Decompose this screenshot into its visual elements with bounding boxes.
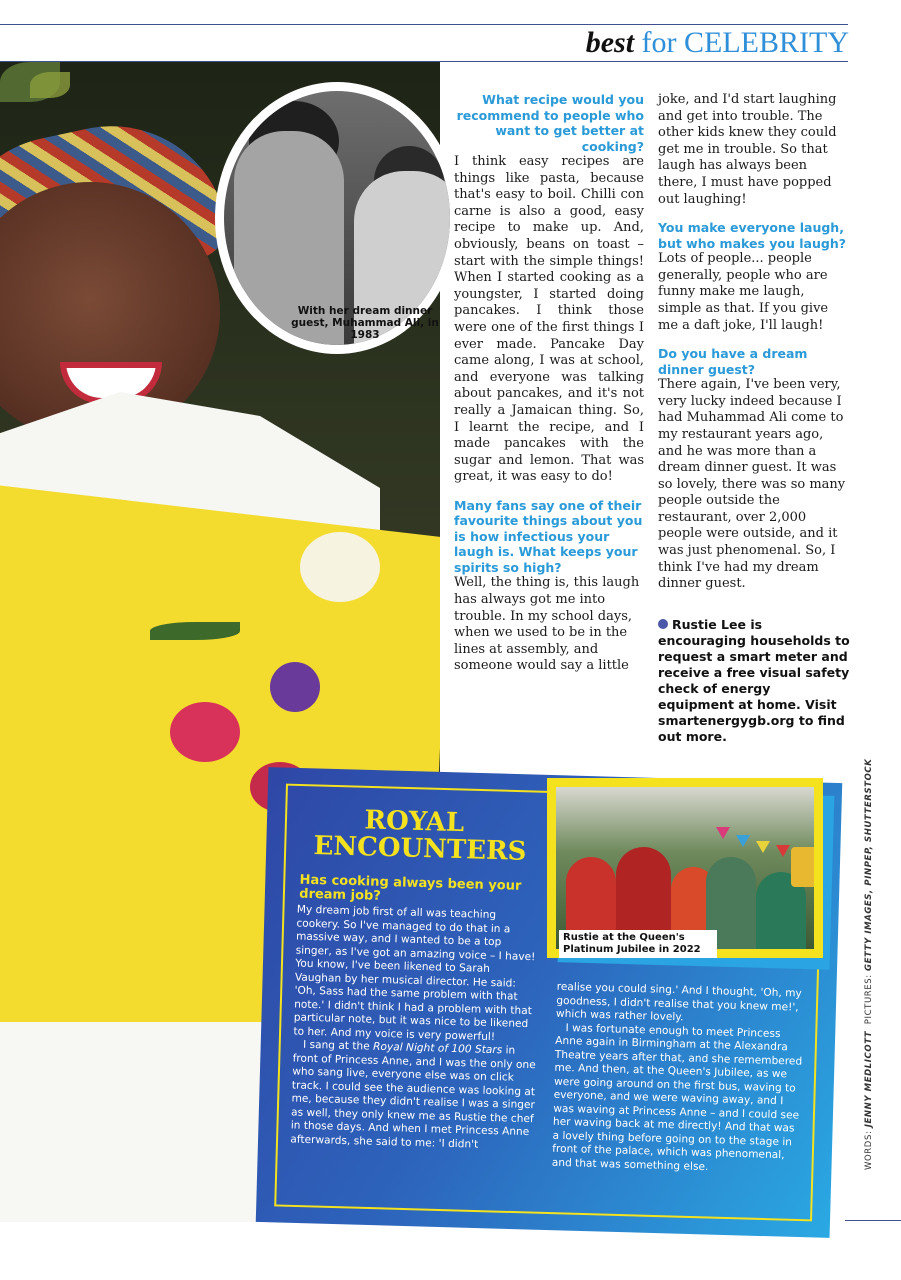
answer-laugh-continued: joke, and I'd start laughing and get into trouble. The other kids knew they could get me in trouble. So that laugh has always been there, I must have popped out laughing! xyxy=(658,92,837,207)
royal-column-2 xyxy=(552,981,807,1177)
photo-credits: WORDS: JENNY MEDLICOTT PICTURES: GETTY IMAGES, PINPEP, SHUTTERSTOCK xyxy=(864,758,874,1170)
answer-who-makes-you-laugh: Lots of people... people generally, people who are funny make me laugh, simple as that. If you give me a daft joke, I'll laugh! xyxy=(658,251,829,333)
interview-column-1 xyxy=(454,92,644,675)
jubilee-photo-caption: Rustie at the Queen's Platinum Jubilee in 2022 xyxy=(559,930,717,958)
brand-logo: best xyxy=(585,26,635,59)
bottom-rule xyxy=(845,1220,901,1221)
royal-col2-para2: I was fortunate enough to meet Princess Anne again in Birmingham at the Alexandra Theatre years after that, and she remembered me. And then, at the Queen's Jubilee, as we were going around on the first bus, waving to everyone, and we were waving away, and I was waving at Princess Anne – and I could see her waving back at me directly! And that was a lovely thing before going on to the stage in front of the palace, which was phenomenal, and that was something else. xyxy=(551,1021,803,1173)
interview-column-2 xyxy=(658,92,850,758)
question-laugh: Many fans say one of their favourite things about you is how infectious your laugh is. What keeps your spirits so high? xyxy=(454,497,643,575)
circle-photo-caption: With her dream dinner guest, Muhammad Ali, in 1983 xyxy=(291,305,439,341)
question-recipe: What recipe would you recommend to people who want to get better at cooking? xyxy=(456,92,644,154)
question-dinner-guest: Do you have a dream dinner guest? xyxy=(658,346,808,377)
royal-column-1 xyxy=(290,904,541,1154)
top-rule xyxy=(0,24,848,25)
bullet-dot-icon xyxy=(658,619,668,629)
answer-laugh-start: Well, the thing is, this laugh has always got me into trouble. In my school days, when we used to be in the lines at assembly, and someone would say a little xyxy=(454,575,640,674)
royal-encounters-title: ROYAL ENCOUNTERS xyxy=(313,805,527,867)
answer-recipe: I think easy recipes are things like pasta, because that's easy to boil. Chilli con carne is also a good, easy recipe to make up. And, obviously, beans on toast – start with the simple things! When I started cooking as a youngster, I started doing pancakes. I think those were one of the first things I ever made. Pancake Day came along, I was at school, and everyone was talking about pancakes, and it's not really a Jamaican thing. So, I learnt the recipe, and I made pancakes with the sugar and lemon. That was great, it was easy to do! xyxy=(454,154,644,485)
promo-note: Rustie Lee is encouraging households to request a smart meter and receive a free visual safety check of energy equipment at home. Visit smartenergygb.org to find out more. xyxy=(658,617,850,745)
section-name: for CELEBRITY xyxy=(641,26,849,59)
section-header xyxy=(586,26,849,60)
question-who-makes-you-laugh: You make everyone laugh, but who makes you laugh? xyxy=(658,220,846,251)
royal-question: Has cooking always been your dream job? xyxy=(299,872,522,904)
royal-col2-para1: realise you could sing.' And I thought, 'Oh, my goodness, I didn't realise that you knew me!', which was rather lovely. xyxy=(555,980,802,1024)
answer-dinner-guest: There again, I've been very, very lucky indeed because I had Muhammad Ali come to my restaurant years ago, and he was more than a dream dinner guest. It was so lovely, there was so many people outside the restaurant, over 2,000 people were outside, and it was just phenomenal. So, I think I've had my dream dinner guest. xyxy=(658,377,846,592)
royal-col1-para1: My dream job first of all was teaching cookery. So I've managed to do that in a massive way, and I wanted to be a top singer, as I've got an amazing voice – I have! You know, I've been likened to Sarah Vaughan by her musical director. He said: 'Oh, Sass had the same problem with that note.' I didn't think I had a problem with that particular note, but it was nice to be likened to her. And my voice is very powerful! xyxy=(293,903,536,1043)
jubilee-photo xyxy=(556,787,814,949)
royal-col1-para2: I sang at the Royal Night of 100 Stars in front of Princess Anne, and I was the only one who sang live, everyone else was on click track. I could see the audience was looking at me, because they didn't realise I was a singer as well, they only knew me as Rustie the chef in those days. And when I met Princess Anne afterwards, she said to me: 'I didn't xyxy=(290,1038,536,1151)
